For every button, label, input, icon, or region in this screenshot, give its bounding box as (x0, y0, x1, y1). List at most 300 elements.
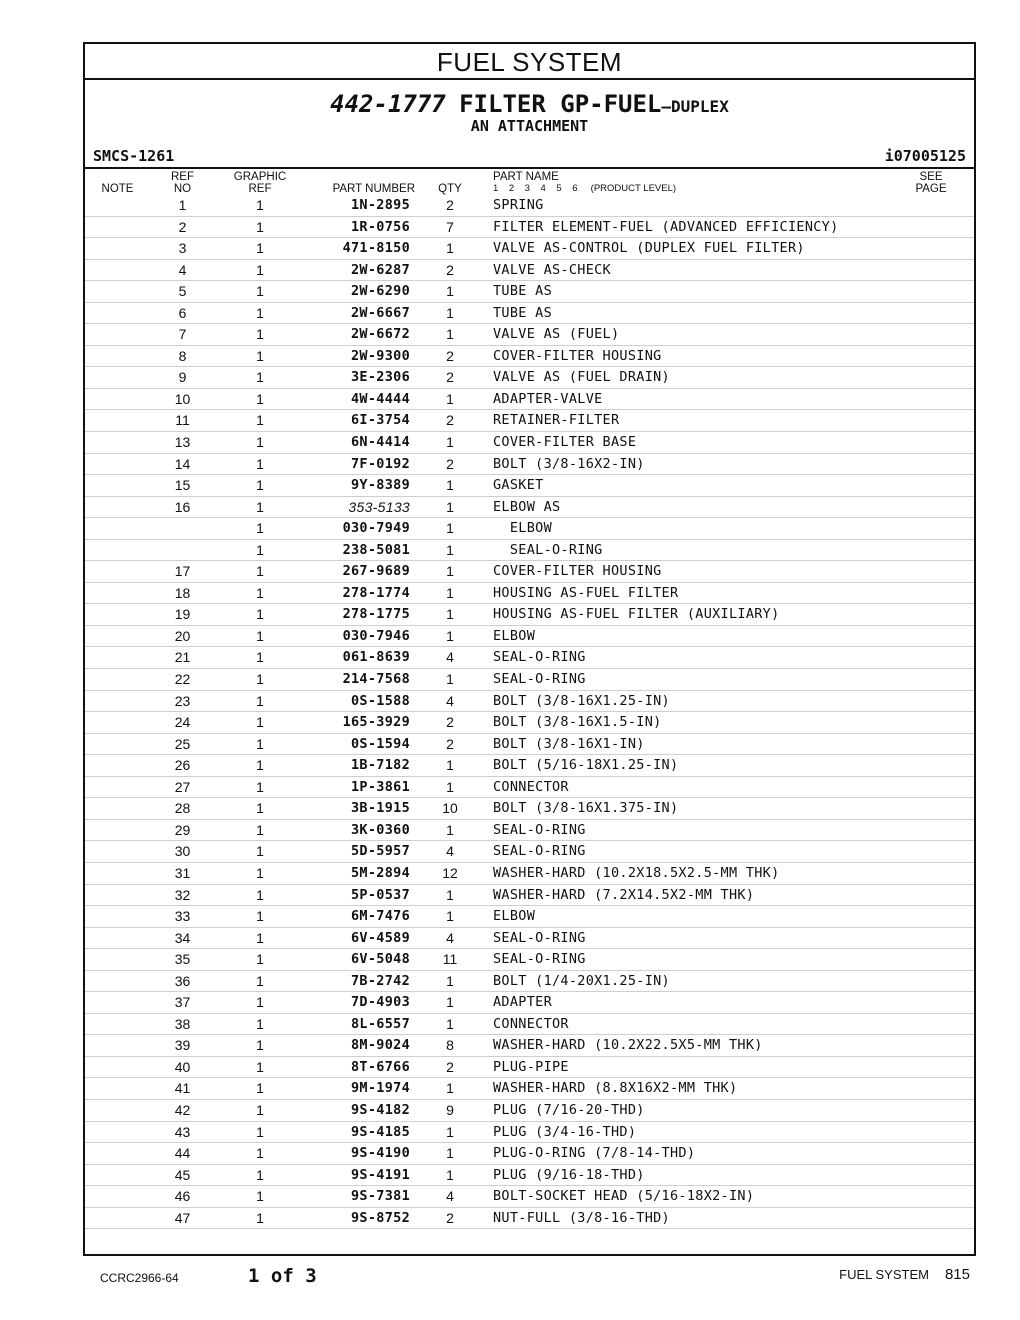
graphic-ref-cell: 1 (256, 1037, 264, 1054)
table-row (85, 928, 974, 950)
graphic-ref-cell: 1 (256, 843, 264, 860)
qty-cell: 1 (446, 498, 454, 515)
part-number-cell: 061-8639 (342, 649, 410, 666)
part-name-cell: GASKET (493, 477, 544, 494)
part-name-cell: COVER-FILTER HOUSING (493, 347, 662, 364)
graphic-ref-cell: 1 (256, 649, 264, 666)
qty-cell: 1 (446, 908, 454, 925)
part-name-cell: TUBE AS (493, 304, 552, 321)
ref-no-cell: 34 (174, 929, 191, 946)
qty-cell: 2 (446, 735, 454, 752)
header-gref-bottom: REF (248, 183, 272, 195)
ref-no-cell: 2 (178, 218, 187, 235)
qty-cell: 1 (446, 606, 454, 623)
part-number-cell: 6I-3754 (351, 412, 410, 429)
ref-no-cell: 11 (175, 412, 190, 429)
group-subtitle: AN ATTACHMENT (470, 117, 589, 135)
graphic-ref-cell: 1 (256, 520, 264, 537)
graphic-ref-cell: 1 (256, 218, 264, 235)
part-name-cell: ELBOW AS (493, 498, 561, 515)
qty-cell: 1 (446, 326, 454, 343)
ref-no-cell: 18 (174, 584, 191, 601)
qty-cell: 1 (446, 886, 454, 903)
header-see-top: SEE (919, 171, 943, 183)
part-number-cell: 6V-5048 (351, 951, 410, 968)
table-row (85, 949, 974, 971)
graphic-ref-cell: 1 (256, 627, 264, 644)
ref-no-cell: 32 (174, 886, 191, 903)
table-row (85, 540, 974, 562)
table-row (85, 1057, 974, 1079)
ref-no-cell: 40 (174, 1058, 191, 1075)
part-name-cell: CONNECTOR (493, 1015, 569, 1032)
header-part-name: PART NAME (493, 171, 559, 183)
header-divider (85, 167, 974, 169)
part-name-cell: SEAL-O-RING (493, 671, 586, 688)
graphic-ref-cell: 1 (256, 735, 264, 752)
ref-no-cell: 25 (174, 735, 191, 752)
part-name-cell: BOLT (3/8-16X1-IN) (493, 735, 645, 752)
graphic-ref-cell: 1 (256, 1080, 264, 1097)
table-row (85, 518, 974, 540)
ref-no-cell: 4 (178, 261, 187, 278)
part-name-cell: PLUG (3/4-16-THD) (493, 1123, 637, 1140)
part-name-cell: PLUG-O-RING (7/8-14-THD) (493, 1145, 696, 1162)
graphic-ref-cell: 1 (256, 886, 264, 903)
ref-no-cell: 17 (174, 563, 191, 580)
ref-no-cell: 38 (174, 1015, 191, 1032)
table-row (85, 1186, 974, 1208)
part-number-cell: 278-1774 (342, 584, 410, 601)
ref-no-cell: 28 (174, 800, 191, 817)
part-name-cell: ELBOW (493, 627, 536, 644)
table-row (85, 346, 974, 368)
qty-cell: 2 (446, 714, 454, 731)
table-row (85, 841, 974, 863)
part-name-cell: SEAL-O-RING (493, 821, 586, 838)
qty-cell: 4 (446, 929, 454, 946)
table-row (85, 1100, 974, 1122)
graphic-ref-cell: 1 (256, 908, 264, 925)
table-row (85, 820, 974, 842)
ref-no-cell: 45 (174, 1166, 191, 1183)
part-name-cell: RETAINER-FILTER (493, 412, 620, 429)
footer-page-of: 1 of 3 (248, 1265, 317, 1287)
ref-no-cell: 5 (178, 283, 187, 300)
part-number-cell: 471-8150 (342, 240, 410, 257)
qty-cell: 2 (446, 1209, 454, 1226)
ref-no-cell: 44 (174, 1145, 191, 1162)
qty-cell: 9 (446, 1101, 454, 1118)
table-row (85, 367, 974, 389)
qty-cell: 4 (446, 692, 454, 709)
part-name-cell: VALVE AS-CHECK (493, 261, 611, 278)
part-name-cell: SPRING (493, 197, 544, 213)
table-row (85, 195, 974, 217)
table-row (85, 217, 974, 239)
table-row (85, 647, 974, 669)
graphic-ref-cell: 1 (256, 197, 264, 213)
ref-no-cell: 39 (174, 1037, 191, 1054)
group-name: FILTER GP-FUEL (459, 90, 662, 118)
ref-no-cell: 30 (174, 843, 191, 860)
part-number-cell: 9S-7381 (351, 1188, 410, 1205)
qty-cell: 12 (442, 864, 458, 881)
section-title: FUEL SYSTEM (85, 44, 974, 80)
ref-no-cell: 13 (174, 434, 191, 451)
part-name-cell: BOLT (1/4-20X1.25-IN) (493, 972, 670, 989)
graphic-ref-cell: 1 (256, 778, 264, 795)
ref-no-cell: 23 (174, 692, 191, 709)
part-name-cell: HOUSING AS-FUEL FILTER (493, 584, 679, 601)
part-name-cell: FILTER ELEMENT-FUEL (ADVANCED EFFICIENCY) (493, 218, 839, 235)
table-row (85, 755, 974, 777)
group-heading (85, 90, 974, 118)
part-name-cell: VALVE AS-CONTROL (DUPLEX FUEL FILTER) (493, 240, 805, 257)
part-name-cell: BOLT (5/16-18X1.25-IN) (493, 757, 679, 774)
part-name-cell: SEAL-O-RING (493, 951, 586, 968)
part-name-cell: SEAL-O-RING (493, 649, 586, 666)
part-number-cell: 4W-4444 (351, 390, 410, 407)
table-row (85, 561, 974, 583)
table-row (85, 798, 974, 820)
part-name-cell: WASHER-HARD (10.2X18.5X2.5-MM THK) (493, 864, 780, 881)
part-number-cell: 2W-9300 (351, 347, 410, 364)
table-row (85, 260, 974, 282)
qty-cell: 1 (446, 1166, 454, 1183)
table-row (85, 971, 974, 993)
graphic-ref-cell: 1 (256, 347, 264, 364)
qty-cell: 1 (446, 563, 454, 580)
table-row (85, 992, 974, 1014)
table-row (85, 583, 974, 605)
table-row (85, 303, 974, 325)
table-row (85, 777, 974, 799)
qty-cell: 2 (446, 197, 454, 213)
part-number-cell: 5D-5957 (351, 843, 410, 860)
part-name-cell: COVER-FILTER HOUSING (493, 563, 662, 580)
part-number-cell: 1R-0756 (351, 218, 410, 235)
qty-cell: 1 (446, 584, 454, 601)
header-ref-top: REF (171, 171, 194, 183)
header-product-levels: 1 2 3 4 5 6 (PRODUCT LEVEL) (493, 183, 677, 194)
qty-cell: 1 (446, 1145, 454, 1162)
part-number-cell: 2W-6672 (351, 326, 410, 343)
qty-cell: 2 (446, 347, 454, 364)
part-number-cell: 267-9689 (342, 563, 410, 580)
graphic-ref-cell: 1 (256, 1188, 264, 1205)
ref-no-cell: 26 (174, 757, 191, 774)
graphic-ref-cell: 1 (256, 261, 264, 278)
table-row (85, 906, 974, 928)
part-name-cell: COVER-FILTER BASE (493, 434, 637, 451)
table-row (85, 1078, 974, 1100)
part-number-cell: 9S-4191 (351, 1166, 410, 1183)
graphic-ref-cell: 1 (256, 283, 264, 300)
graphic-ref-cell: 1 (256, 390, 264, 407)
part-number-cell: 1B-7182 (351, 757, 410, 774)
header-part-number: PART NUMBER (332, 183, 415, 195)
table-row (85, 1208, 974, 1230)
table-row (85, 734, 974, 756)
footer-page-number: 815 (944, 1266, 970, 1283)
part-name-cell: BOLT (3/8-16X1.375-IN) (493, 800, 679, 817)
part-number-cell: 1N-2895 (351, 197, 410, 213)
qty-cell: 1 (446, 434, 454, 451)
ref-no-cell: 3 (178, 240, 187, 257)
part-name-cell: BOLT (3/8-16X2-IN) (493, 455, 645, 472)
graphic-ref-cell: 1 (256, 477, 264, 494)
graphic-ref-cell: 1 (256, 692, 264, 709)
part-number-cell: 7B-2742 (351, 972, 410, 989)
part-number-cell: 030-7949 (342, 520, 410, 537)
qty-cell: 1 (446, 994, 454, 1011)
graphic-ref-cell: 1 (256, 1015, 264, 1032)
graphic-ref-cell: 1 (256, 972, 264, 989)
part-name-cell: SEAL-O-RING (493, 929, 586, 946)
graphic-ref-cell: 1 (256, 671, 264, 688)
ref-no-cell: 16 (174, 498, 191, 515)
qty-cell: 1 (446, 671, 454, 688)
header-qty: QTY (438, 183, 462, 195)
header-graphic-ref (225, 171, 295, 195)
graphic-ref-cell: 1 (256, 821, 264, 838)
part-name-cell: ELBOW (493, 908, 536, 925)
table-row (85, 885, 974, 907)
part-name-cell: PLUG-PIPE (493, 1058, 569, 1075)
part-name-cell: CONNECTOR (493, 778, 569, 795)
graphic-ref-cell: 1 (256, 563, 264, 580)
qty-cell: 4 (446, 1188, 454, 1205)
part-number-cell: 9S-4182 (351, 1101, 410, 1118)
ref-no-cell: 41 (174, 1080, 191, 1097)
ref-no-cell: 10 (174, 390, 191, 407)
smcs-code: SMCS-1261 (93, 147, 175, 165)
ref-no-cell: 8 (178, 347, 187, 364)
table-row (85, 454, 974, 476)
header-see-page (906, 171, 956, 195)
qty-cell: 2 (446, 455, 454, 472)
part-name-cell: ADAPTER (493, 994, 552, 1011)
ref-no-cell: 33 (174, 908, 191, 925)
part-number-cell: 2W-6287 (351, 261, 410, 278)
ref-no-cell: 29 (174, 821, 191, 838)
ref-no-cell: 15 (174, 477, 191, 494)
qty-cell: 1 (446, 390, 454, 407)
graphic-ref-cell: 1 (256, 326, 264, 343)
footer-doc-code: CCRC2966-64 (100, 1271, 179, 1285)
qty-cell: 1 (446, 627, 454, 644)
qty-cell: 1 (446, 304, 454, 321)
qty-cell: 1 (446, 821, 454, 838)
graphic-ref-cell: 1 (256, 240, 264, 257)
group-number: 442-1777 (330, 90, 446, 118)
graphic-ref-cell: 1 (256, 951, 264, 968)
table-row (85, 497, 974, 519)
graphic-ref-cell: 1 (256, 1101, 264, 1118)
table-row (85, 432, 974, 454)
qty-cell: 1 (446, 1123, 454, 1140)
part-number-cell: 6M-7476 (351, 908, 410, 925)
part-name-cell: TUBE AS (493, 283, 552, 300)
qty-cell: 2 (446, 412, 454, 429)
graphic-ref-cell: 1 (256, 498, 264, 515)
ref-no-cell: 47 (174, 1209, 191, 1226)
part-number-cell: 5M-2894 (351, 864, 410, 881)
table-row (85, 691, 974, 713)
ref-no-cell: 6 (178, 304, 187, 321)
table-row (85, 1014, 974, 1036)
qty-cell: 1 (446, 283, 454, 300)
table-row (85, 712, 974, 734)
ref-no-cell: 21 (174, 649, 191, 666)
qty-cell: 1 (446, 778, 454, 795)
ref-no-cell: 36 (174, 972, 191, 989)
part-number-cell: 7F-0192 (351, 455, 410, 472)
footer-section-name: FUEL SYSTEM (839, 1267, 929, 1282)
part-name-cell: BOLT (3/8-16X1.25-IN) (493, 692, 670, 709)
header-ref-bottom: NO (173, 183, 192, 195)
part-name-cell: BOLT (3/8-16X1.5-IN) (493, 714, 662, 731)
document-id: i07005125 (884, 147, 966, 165)
part-number-cell: 238-5081 (342, 541, 410, 558)
part-name-cell: WASHER-HARD (10.2X22.5X5-MM THK) (493, 1037, 763, 1054)
ref-no-cell: 9 (178, 369, 187, 386)
footer-section (839, 1266, 970, 1283)
part-name-cell: BOLT-SOCKET HEAD (5/16-18X2-IN) (493, 1188, 755, 1205)
part-number-cell: 2W-6290 (351, 283, 410, 300)
table-row (85, 389, 974, 411)
ref-no-cell: 1 (178, 197, 187, 213)
graphic-ref-cell: 1 (256, 1058, 264, 1075)
table-row (85, 1143, 974, 1165)
part-name-cell: VALVE AS (FUEL) (493, 326, 620, 343)
part-number-cell: 278-1775 (342, 606, 410, 623)
graphic-ref-cell: 1 (256, 757, 264, 774)
table-row (85, 1165, 974, 1187)
table-row (85, 238, 974, 260)
graphic-ref-cell: 1 (256, 1166, 264, 1183)
part-number-cell: 8L-6557 (351, 1015, 410, 1032)
ref-no-cell: 22 (174, 671, 191, 688)
ref-no-cell: 20 (174, 627, 191, 644)
part-number-cell: 214-7568 (342, 671, 410, 688)
part-name-cell: PLUG (7/16-20-THD) (493, 1101, 645, 1118)
table-row (85, 410, 974, 432)
graphic-ref-cell: 1 (256, 455, 264, 472)
part-number-cell: 9S-4190 (351, 1145, 410, 1162)
graphic-ref-cell: 1 (256, 369, 264, 386)
ref-no-cell: 31 (174, 864, 191, 881)
table-row (85, 604, 974, 626)
qty-cell: 1 (446, 477, 454, 494)
graphic-ref-cell: 1 (256, 1123, 264, 1140)
part-number-cell: 8M-9024 (351, 1037, 410, 1054)
part-number-cell: 030-7946 (342, 627, 410, 644)
part-number-cell: 165-3929 (342, 714, 410, 731)
graphic-ref-cell: 1 (256, 1209, 264, 1226)
qty-cell: 1 (446, 520, 454, 537)
part-number-cell: 6N-4414 (351, 434, 410, 451)
graphic-ref-cell: 1 (256, 434, 264, 451)
part-name-cell: VALVE AS (FUEL DRAIN) (493, 369, 670, 386)
qty-cell: 1 (446, 972, 454, 989)
table-row (85, 626, 974, 648)
graphic-ref-cell: 1 (256, 864, 264, 881)
part-number-cell: 9S-8752 (351, 1209, 410, 1226)
graphic-ref-cell: 1 (256, 714, 264, 731)
part-number-cell: 9M-1974 (351, 1080, 410, 1097)
part-name-cell: HOUSING AS-FUEL FILTER (AUXILIARY) (493, 606, 780, 623)
ref-no-cell: 35 (174, 951, 191, 968)
table-row (85, 1035, 974, 1057)
graphic-ref-cell: 1 (256, 412, 264, 429)
header-ref-no (155, 171, 210, 195)
ref-no-cell: 27 (174, 778, 191, 795)
header-gref-top: GRAPHIC (233, 171, 287, 183)
table-row (85, 475, 974, 497)
qty-cell: 2 (446, 369, 454, 386)
part-name-cell: SEAL-O-RING (493, 541, 603, 558)
qty-cell: 1 (446, 240, 454, 257)
part-number-cell: 0S-1594 (351, 735, 410, 752)
part-number-cell: 3B-1915 (351, 800, 410, 817)
part-name-cell: NUT-FULL (3/8-16-THD) (493, 1209, 670, 1226)
part-number-cell: 9Y-8389 (351, 477, 410, 494)
ref-no-cell: 24 (174, 714, 191, 731)
part-number-cell: 6V-4589 (351, 929, 410, 946)
qty-cell: 7 (446, 218, 454, 235)
part-number-cell: 353-5133 (348, 498, 410, 515)
part-name-cell: ADAPTER-VALVE (493, 390, 603, 407)
graphic-ref-cell: 1 (256, 541, 264, 558)
table-row (85, 324, 974, 346)
graphic-ref-cell: 1 (256, 304, 264, 321)
ref-no-cell: 14 (174, 455, 191, 472)
ref-no-cell: 43 (174, 1123, 191, 1140)
part-number-cell: 0S-1588 (351, 692, 410, 709)
graphic-ref-cell: 1 (256, 584, 264, 601)
qty-cell: 8 (446, 1037, 454, 1054)
qty-cell: 2 (446, 1058, 454, 1075)
part-name-cell: WASHER-HARD (7.2X14.5X2-MM THK) (493, 886, 755, 903)
graphic-ref-cell: 1 (256, 800, 264, 817)
part-name-cell: PLUG (9/16-18-THD) (493, 1166, 645, 1183)
header-see-bottom: PAGE (915, 183, 947, 195)
group-suffix: –DUPLEX (661, 97, 729, 116)
ref-no-cell: 42 (174, 1101, 191, 1118)
ref-no-cell: 7 (178, 326, 187, 343)
graphic-ref-cell: 1 (256, 994, 264, 1011)
qty-cell: 10 (442, 800, 458, 817)
parts-list (85, 195, 974, 1229)
ref-no-cell: 19 (174, 606, 191, 623)
qty-cell: 1 (446, 1015, 454, 1032)
ref-no-cell: 37 (174, 994, 191, 1011)
part-number-cell: 2W-6667 (351, 304, 410, 321)
table-row (85, 281, 974, 303)
table-row (85, 669, 974, 691)
qty-cell: 11 (442, 951, 458, 968)
part-number-cell: 9S-4185 (351, 1123, 410, 1140)
qty-cell: 1 (446, 1080, 454, 1097)
graphic-ref-cell: 1 (256, 606, 264, 623)
graphic-ref-cell: 1 (256, 929, 264, 946)
part-name-cell: ELBOW (493, 520, 552, 537)
qty-cell: 4 (446, 843, 454, 860)
ref-no-cell: 46 (174, 1188, 191, 1205)
part-number-cell: 1P-3861 (351, 778, 410, 795)
